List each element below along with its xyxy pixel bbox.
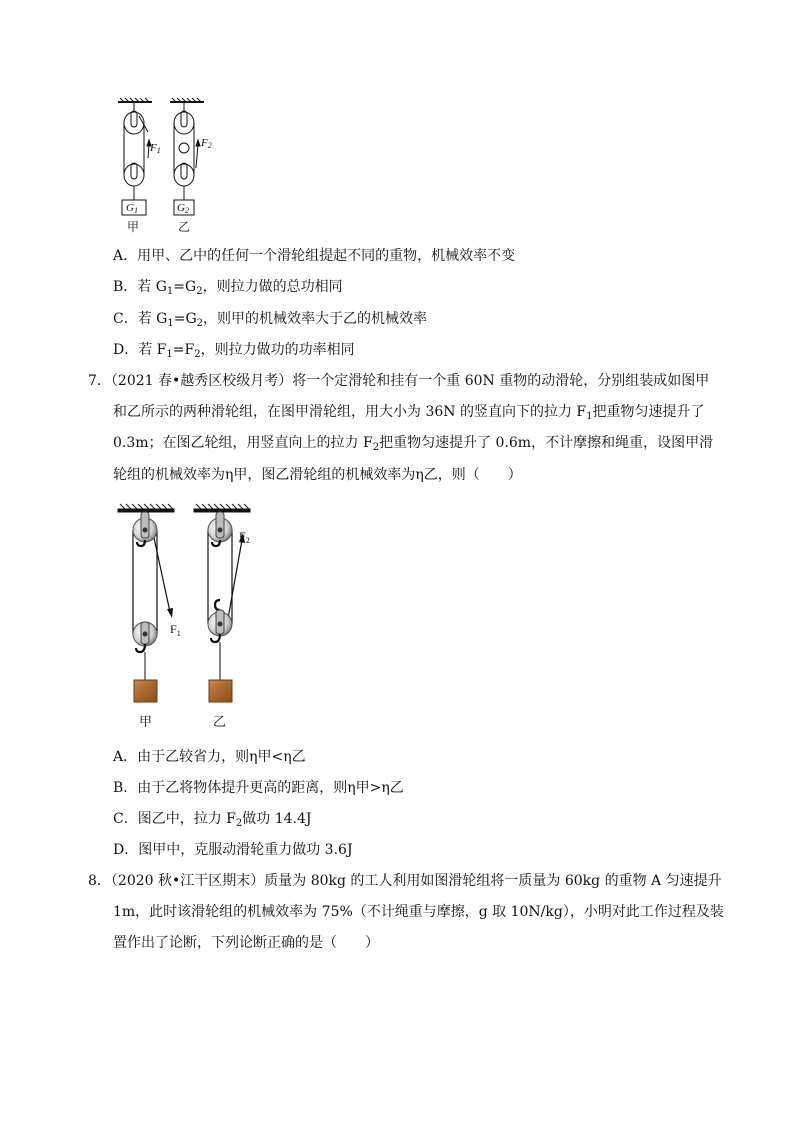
ceiling-yi	[170, 98, 204, 102]
pulley-system-yi	[174, 102, 200, 215]
q6-option-b: B．若 $G_1=G_2$，则拉力做的总功相同	[113, 279, 343, 297]
q6-option-a: A．用甲、乙中的任何一个滑轮组提起不同的重物，机械效率不变	[113, 248, 516, 264]
q6-option-c: C．若 $G_1=G_2$，则甲的机械效率大于乙的机械效率	[113, 311, 428, 329]
figure-label-jia-2: 甲	[139, 715, 153, 730]
pulley-system-jia-2	[133, 512, 173, 702]
q7-stem-line-1: 7．（2021 春•越秀区校级月考）将一个定滑轮和挂有一个重 60N 重物的动滑轮，分别组装成如图甲	[88, 373, 710, 389]
force-label-f2: F2	[201, 137, 212, 150]
force-label-f1: F1	[150, 142, 161, 155]
q7-option-d: D．图甲中，克服动滑轮重力做功 3.6J	[113, 842, 353, 858]
force-label-f2-2: $F_2$	[239, 529, 250, 545]
q7-option-c: C．图乙中，拉力 $F_2$做功 14.4J	[113, 811, 312, 829]
ceiling-yi-2	[194, 504, 250, 512]
pulley-diagram-1	[112, 96, 222, 236]
q7-stem-line-3: 0.3m；在图乙轮组，用竖直向上的拉力 $F_2$把重物匀速提升了 0.6m，不计摩擦和绳重，设图甲滑	[113, 435, 714, 453]
weight-label-g1: G1	[126, 202, 138, 215]
figure-label-yi: 乙	[178, 220, 191, 234]
q7-option-b: B．由于乙将物体提升更高的距离，则η甲>η乙	[113, 780, 404, 796]
pulley-diagram-2	[112, 500, 272, 730]
figure-label-jia: 甲	[127, 220, 140, 234]
ceiling-jia	[118, 98, 152, 102]
q7-stem-line-4: 轮组的机械效率为η甲，图乙滑轮组的机械效率为η乙，则（ ）	[113, 467, 522, 483]
pulley-system-jia	[122, 102, 151, 215]
q7-option-a: A．由于乙较省力，则η甲<η乙	[113, 749, 306, 765]
q7-stem-line-2: 和乙所示的两种滑轮组，在图甲滑轮组，用大小为 36N 的竖直向下的拉力 $F_1$把重物匀速提升了	[113, 404, 705, 422]
weight-label-g2: G2	[177, 202, 189, 215]
q8-stem-line-2: 1m，此时该滑轮组的机械效率为 75%（不计绳重与摩擦，g 取 10N/kg），小明对此工作过程及装	[113, 904, 724, 920]
q8-stem-line-1: 8．（2020 秋•江干区期末）质量为 80kg 的工人利用如图滑轮组将一质量为 60kg 的重物 A 匀速提升	[88, 873, 722, 889]
q6-option-d: D．若 $F_1=F_2$，则拉力做功的功率相同	[113, 342, 355, 360]
ceiling-jia-2	[118, 504, 174, 512]
force-label-f1-2: $F_1$	[170, 622, 181, 638]
figure-label-yi-2: 乙	[213, 715, 227, 730]
q8-stem-line-3: 置作出了论断，下列论断正确的是（ ）	[113, 935, 379, 951]
